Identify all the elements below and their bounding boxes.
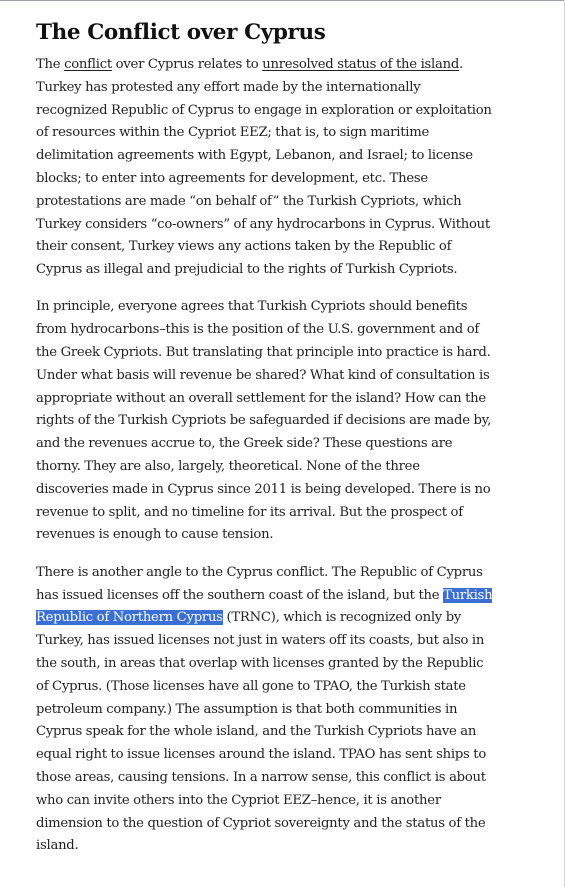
article-body <box>36 18 494 873</box>
paragraph-2: In principle, everyone agrees that Turkish Cypriots should benefits from hydrocarbons–this is the position of the U.S. government and of the Greek Cypriots. But translating that principle into practice is hard. Under what basis will revenue be shared? What kind of consultation is appropriate without an overall settlement for the island? How can the rights of the Turkish Cypriots be safeguarded if decisions are made by, and the revenues accrue to, the Greek side? These questions are thorny. They are also, largely, theoretical. None of the three discoveries made in Cyprus since 2011 is being developed. There is no revenue to split, and no timeline for its arrival. But the prospect of revenues is enough to cause tension. <box>36 299 492 543</box>
paragraph-1-text-end: . Turkey has protested any effort made by the internationally recognized Republic of Cyprus to engage in exploration or exploitation of resources within the Cypriot EEZ; that is, to sign maritime delimitation agreements with Egypt, Lebanon, and Israel; to license blocks; to enter into agreements for development, etc. These protestations are made “on behalf of” the Turkish Cypriots, which Turkey considers “co-owners” of any hydrocarbons in Cyprus. Without their consent, Turkey views any actions taken by the Republic of Cyprus as illegal and prejudicial to the rights of Turkish Cypriots. <box>36 57 492 278</box>
unresolved-status-link[interactable]: unresolved status of the island <box>262 57 460 72</box>
paragraph-1-text-mid: over Cyprus relates to <box>111 57 263 72</box>
top-border <box>0 0 565 1</box>
paragraph-1-text-start: The <box>36 57 65 72</box>
selected-text-highlight[interactable]: Turkish Republic of Northern Cyprus <box>36 587 493 626</box>
paragraph-3-text-start: There is another angle to the Cyprus conflict. The Republic of Cyprus has issued licenses off the southern coast of the island, but the <box>36 564 483 603</box>
paragraph-3-text-end: (TRNC), which is recognized only by Turkey, has issued licenses not just in waters off its coasts, but also in the south, in areas that overlap with licenses granted by the Republic of Cyprus. (Those licenses have all gone to TPAO, the Turkish state petroleum company.) The assumption is that both communities in Cyprus speak for the whole island, and the Turkish Cypriots have an equal right to issue licenses around the island. TPAO has sent ships to those areas, causing tensions. In a narrow sense, this conflict is about who can invite others into the Cypriot EEZ–hence, it is another dimension to the question of Cypriot sovereignty and the status of the island. <box>36 610 487 854</box>
article-title: The Conflict over Cyprus <box>36 20 326 45</box>
paragraph-1 <box>36 54 494 282</box>
conflict-link[interactable]: conflict <box>64 57 112 72</box>
paragraph-3 <box>36 562 494 858</box>
